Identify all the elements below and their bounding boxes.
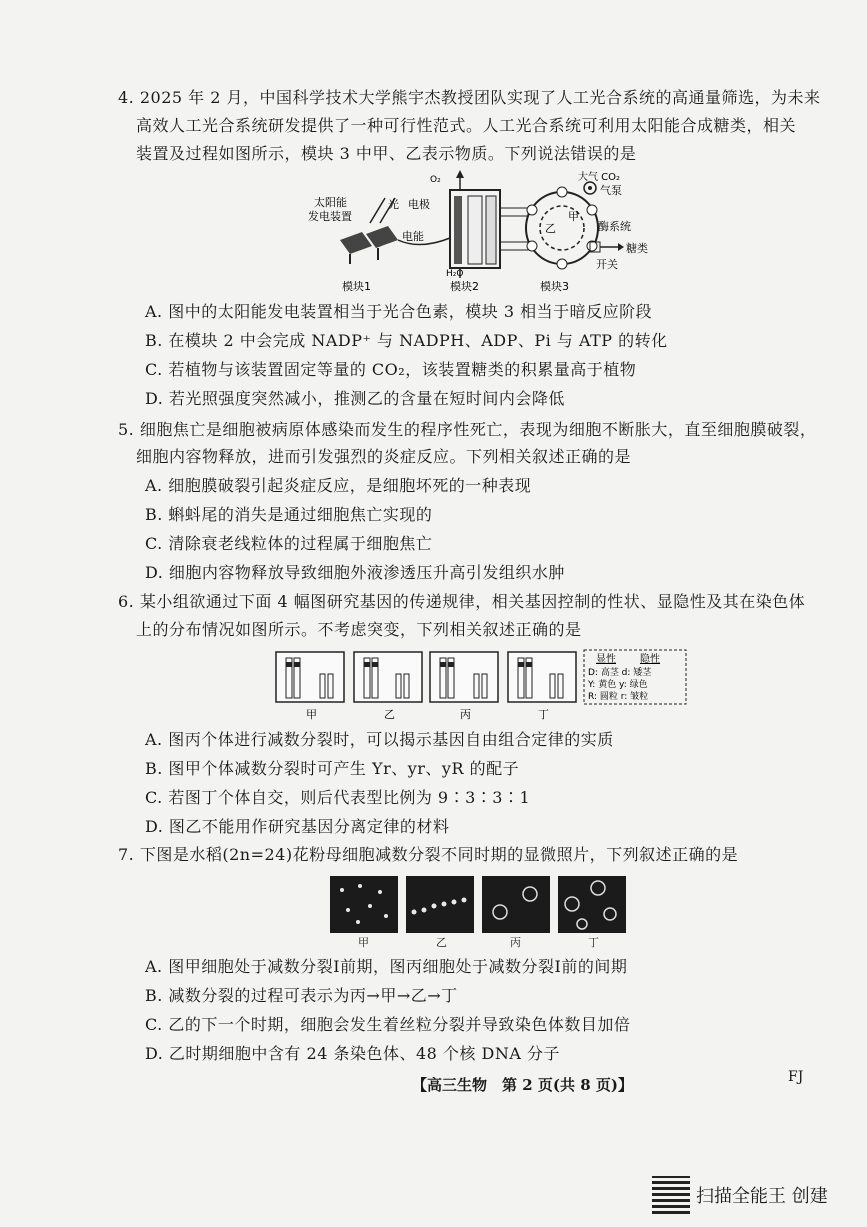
diagram-svg xyxy=(300,168,690,296)
label-electrode: 电极 xyxy=(408,198,430,211)
label-electricity: 电能 xyxy=(402,230,424,243)
micro-label-jia: 甲 xyxy=(358,936,369,949)
chromosome-svg xyxy=(270,648,690,722)
panel-label-ding: 丁 xyxy=(538,708,549,721)
label-enzyme: 酶系统 xyxy=(598,220,631,233)
micro-label-yi: 乙 xyxy=(436,936,447,949)
qr-code-icon xyxy=(652,1176,690,1214)
q7-stem-line-1: 7. 下图是水稻(2n=24)花粉母细胞减数分裂不同时期的显微照片，下列叙述正确的是 xyxy=(118,845,739,864)
legend-head-dominant: 显性 xyxy=(596,654,616,665)
label-switch: 开关 xyxy=(596,258,618,271)
legend-row-2: Y: 黄色 y: 绿色 xyxy=(588,680,648,690)
q6-option-a: A. 图丙个体进行减数分裂时，可以揭示基因自由组合定律的实质 xyxy=(145,730,614,749)
q7-option-a: A. 图甲细胞处于减数分裂Ⅰ前期，图丙细胞处于减数分裂Ⅰ前的间期 xyxy=(145,957,628,976)
q6-stem-line-2: 上的分布情况如图所示。不考虑突变，下列相关叙述正确的是 xyxy=(136,620,582,639)
q4-stem-line-2: 高效人工光合系统研发提供了一种可行性范式。人工光合系统可利用太阳能合成糖类，相关 xyxy=(136,116,797,135)
q5-option-c: C. 清除衰老线粒体的过程属于细胞焦亡 xyxy=(145,534,433,553)
legend-row-1: D: 高茎 d: 矮茎 xyxy=(588,668,652,678)
q6-option-d: D. 图乙不能用作研究基因分离定律的材料 xyxy=(145,817,450,836)
q7-option-d: D. 乙时期细胞中含有 24 条染色体、48 个核 DNA 分子 xyxy=(145,1044,560,1063)
q4-stem-line-3: 装置及过程如图所示，模块 3 中甲、乙表示物质。下列说法错误的是 xyxy=(136,144,637,163)
q4-option-c: C. 若植物与该装置固定等量的 CO₂，该装置糖类的积累量高于植物 xyxy=(145,360,637,379)
micro-label-ding: 丁 xyxy=(588,936,599,949)
panel-label-jia: 甲 xyxy=(306,708,317,721)
q6-option-b: B. 图甲个体减数分裂时可产生 Yr、yr、yR 的配子 xyxy=(145,759,520,778)
micro-label-bing: 丙 xyxy=(510,936,521,949)
label-module1: 模块1 xyxy=(342,280,371,293)
paper-code: FJ xyxy=(788,1069,804,1085)
q5-stem-line-2: 细胞内容物释放，进而引发强烈的炎症反应。下列相关叙述正确的是 xyxy=(136,447,632,466)
q5-option-a: A. 细胞膜破裂引起炎症反应，是细胞坏死的一种表现 xyxy=(145,476,532,495)
label-device: 发电装置 xyxy=(308,210,352,223)
micrograph-yi xyxy=(406,876,474,933)
q5-option-d: D. 细胞内容物释放导致细胞外液渗透压升高引发组织水肿 xyxy=(145,563,565,582)
label-light: 光 xyxy=(388,198,399,211)
q4-option-a: A. 图中的太阳能发电装置相当于光合色素，模块 3 相当于暗反应阶段 xyxy=(145,302,653,321)
label-o2: O₂ xyxy=(430,175,441,185)
label-yi: 乙 xyxy=(545,222,556,235)
q5-stem-line-1: 5. 细胞焦亡是细胞被病原体感染而发生的程序性死亡，表现为细胞不断胀大，直至细胞膜破裂， xyxy=(118,420,817,439)
label-module3: 模块3 xyxy=(540,280,569,293)
q5-option-b: B. 蝌蚪尾的消失是通过细胞焦亡实现的 xyxy=(145,505,433,524)
q6-stem-line-1: 6. 某小组欲通过下面 4 幅图研究基因的传递规律，相关基因控制的性状、显隐性及其在染色体 xyxy=(118,592,806,611)
label-air-co2: 大气 CO₂ xyxy=(578,172,621,183)
chromosome-figure xyxy=(270,648,690,722)
panel-label-bing: 丙 xyxy=(460,708,471,721)
artificial-photosynthesis-diagram xyxy=(300,168,690,296)
label-h2o: H₂O xyxy=(446,269,464,279)
q7-option-b: B. 减数分裂的过程可表示为丙→甲→乙→丁 xyxy=(145,986,458,1005)
micrograph-bing xyxy=(482,876,550,933)
scanner-watermark: 扫描全能王 创建 xyxy=(696,1186,828,1207)
micrograph-ding xyxy=(558,876,626,933)
q4-option-d: D. 若光照强度突然减小，推测乙的含量在短时间内会降低 xyxy=(145,389,565,408)
q6-option-c: C. 若图丁个体自交，则后代表型比例为 9∶3∶3∶1 xyxy=(145,788,531,807)
legend-row-3: R: 圆粒 r: 皱粒 xyxy=(588,692,649,702)
q7-option-c: C. 乙的下一个时期，细胞会发生着丝粒分裂并导致染色体数目加倍 xyxy=(145,1015,631,1034)
q4-option-b: B. 在模块 2 中会完成 NADP⁺ 与 NADPH、ADP、Pi 与 ATP 的转化 xyxy=(145,331,668,350)
label-jia: 甲 xyxy=(568,210,579,223)
label-solar: 太阳能 xyxy=(314,196,347,209)
label-sugar: 糖类 xyxy=(626,242,648,255)
legend-head-recessive: 隐性 xyxy=(640,654,660,665)
label-module2: 模块2 xyxy=(450,280,479,293)
panel-label-yi: 乙 xyxy=(384,708,395,721)
page-footer: 【高三生物 第 2 页(共 8 页)】 xyxy=(412,1076,633,1094)
label-air-pump: 气泵 xyxy=(600,184,622,197)
q4-stem-line-1: 4. 2025 年 2 月，中国科学技术大学熊宇杰教授团队实现了人工光合系统的高通量筛选，为未来 xyxy=(118,88,821,107)
electrode-bar xyxy=(454,196,462,264)
micrograph-jia xyxy=(330,876,398,933)
